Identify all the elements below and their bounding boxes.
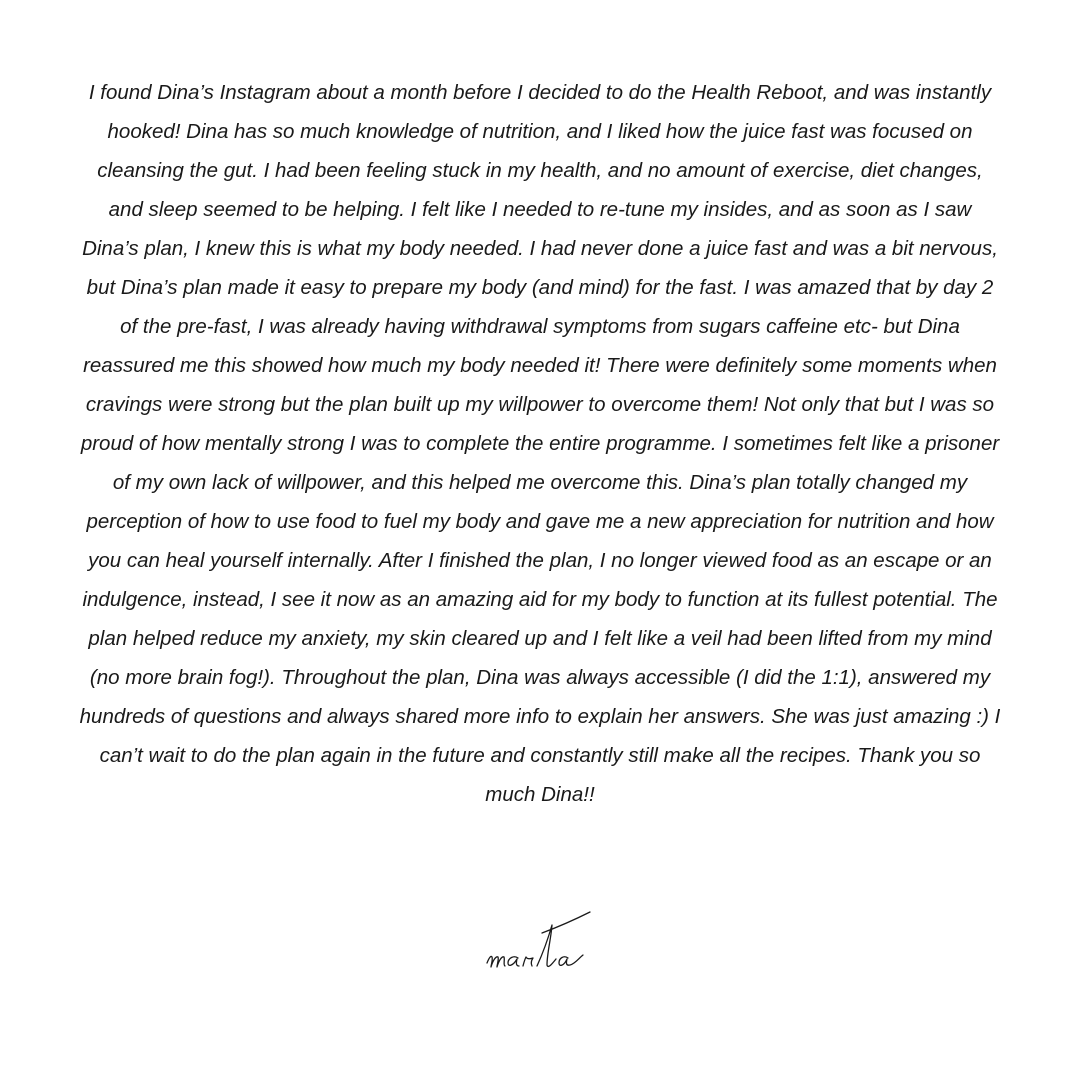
signature-handwriting: [480, 905, 605, 985]
signature: [480, 905, 605, 985]
testimonial-text: I found Dina’s Instagram about a month before I decided to do the Health Reboot, and was instantly hooked! Dina has so much knowledge of nutrition, and I liked how the juice fast was focused on cleansing the gut. I had been feeling stuck in my health, and no amount of exercise, diet changes, and sleep seemed to be helping. I felt like I needed to re-tune my insides, and as soon as I saw Dina’s plan, I knew this is what my body needed. I had never done a juice fast and was a bit nervous, but Dina’s plan made it easy to prepare my body (and mind) for the fast. I was amazed that by day 2 of the pre-fast, I was already having withdrawal symptoms from sugars caffeine etc- but Dina reassured me this showed how much my body needed it! There were definitely some moments when cravings were strong but the plan built up my willpower to overcome them! Not only that but I was so proud of how mentally strong I was to complete the entire programme. I sometimes felt like a prisoner of my own lack of willpower, and this helped me overcome this. Dina’s plan totally changed my perception of how to use food to fuel my body and gave me a new appreciation for nutrition and how you can heal yourself internally. After I finished the plan, I no longer viewed food as an escape or an indulgence, instead, I see it now as an amazing aid for my body to function at its fullest potential. The plan helped reduce my anxiety, my skin cleared up and I felt like a veil had been lifted from my mind (no more brain fog!). Throughout the plan, Dina was always accessible (I did the 1:1), answered my hundreds of questions and always shared more info to explain her answers. She was just amazing :) I can’t wait to do the plan again in the future and constantly still make all the recipes. Thank you so much Dina!!: [79, 81, 1001, 806]
